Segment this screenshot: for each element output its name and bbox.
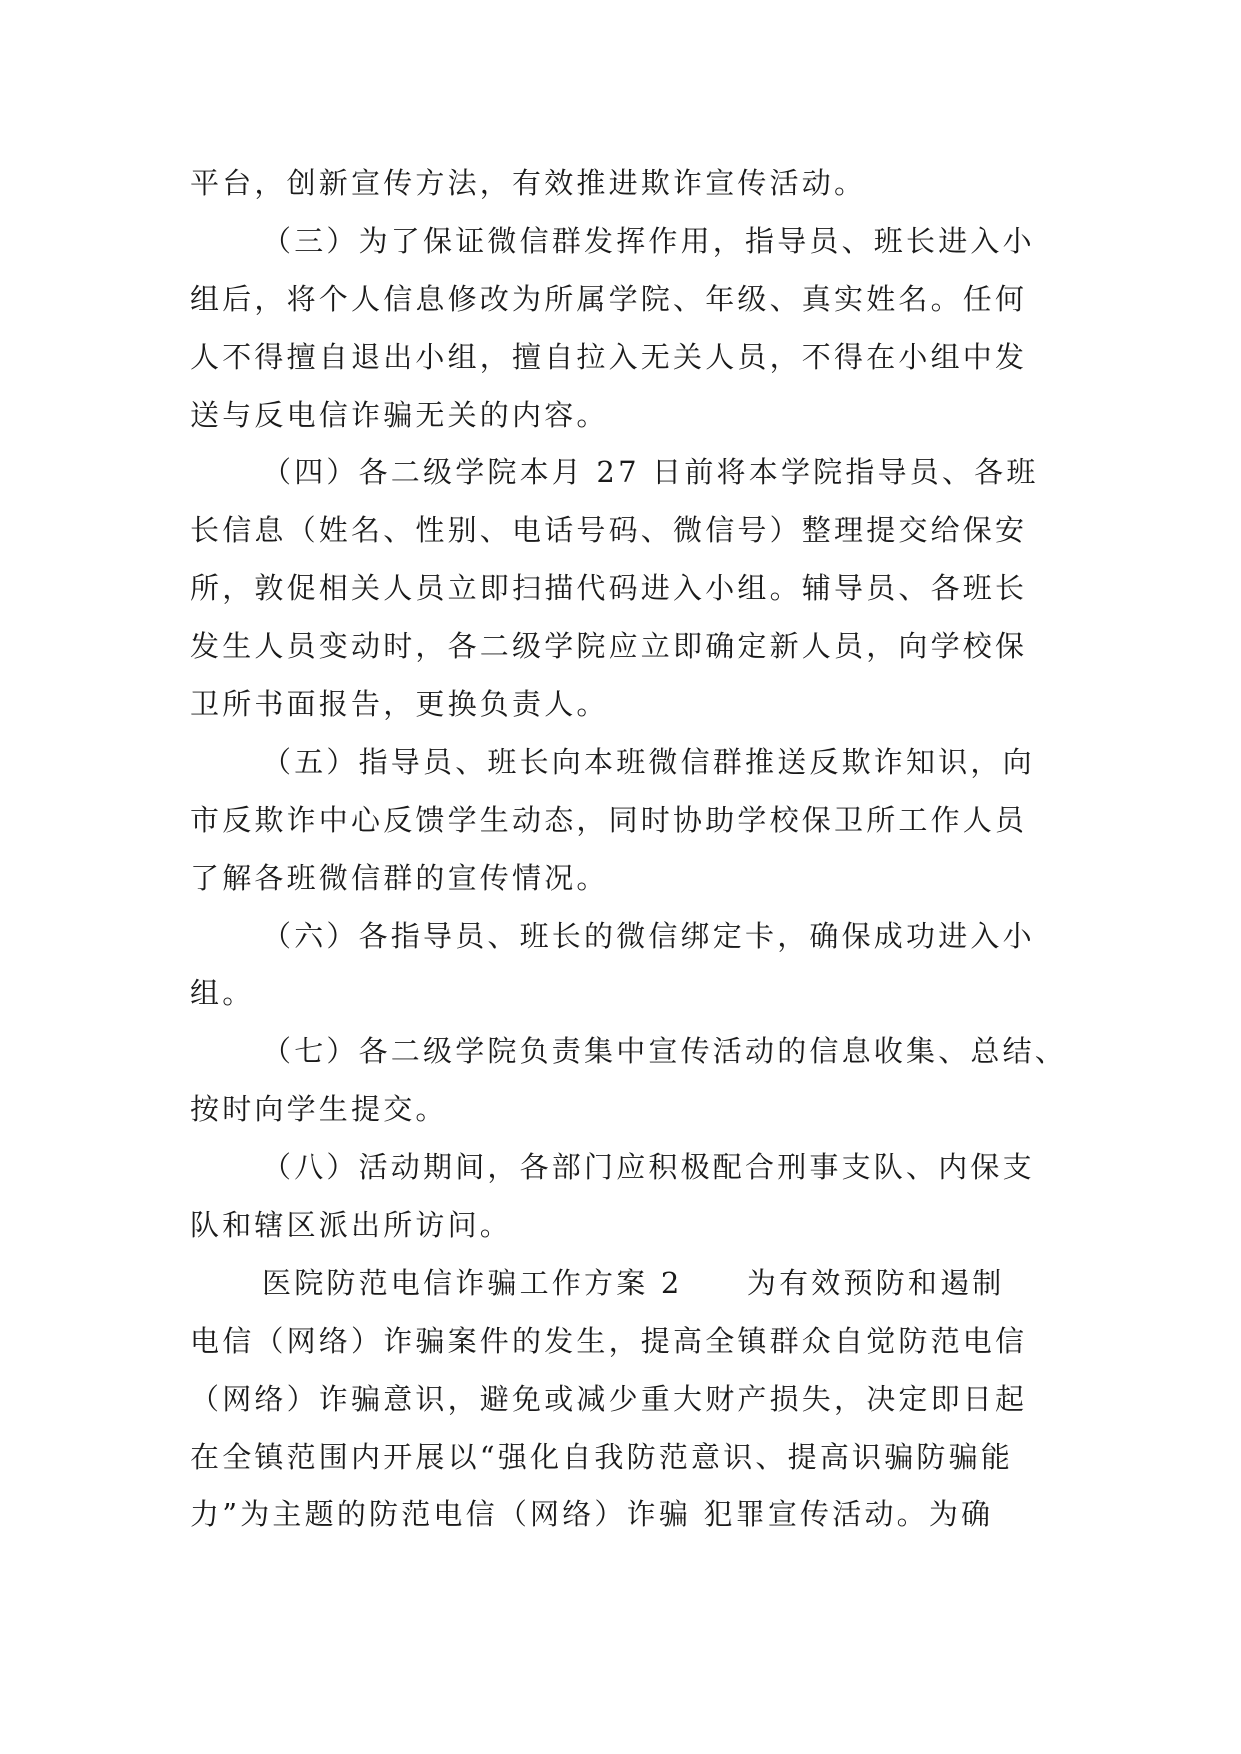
- text-line: 市反欺诈中心反馈学生动态，同时协助学校保卫所工作人员: [190, 802, 1028, 837]
- text-line: 卫所书面报告，更换负责人。: [190, 687, 609, 722]
- text-line: 长信息（姓名、性别、电话号码、微信号）整理提交给保安: [190, 513, 1028, 548]
- text-line: 发生人员变动时，各二级学院应立即确定新人员，向学校保: [190, 629, 1028, 664]
- text-line: 医院防范电信诈骗工作方案 2 为有效预防和遏制: [262, 1265, 1005, 1300]
- text-line: 了解各班微信群的宣传情况。: [190, 860, 609, 895]
- text-line: 在全镇范围内开展以“强化自我防范意识、提高识骗防骗能: [190, 1439, 1014, 1474]
- text-line: 平台，创新宣传方法，有效推进欺诈宣传活动。: [190, 166, 867, 200]
- text-line: 送与反电信诈骗无关的内容。: [190, 397, 609, 432]
- text-line: 组。: [190, 976, 255, 1011]
- text-line: 力”为主题的防范电信（网络）诈骗 犯罪宣传活动。为确: [190, 1497, 994, 1532]
- text-line: （八）活动期间，各部门应积极配合刑事支队、内保支: [262, 1150, 1035, 1185]
- text-line: （六）各指导员、班长的微信绑定卡，确保成功进入小: [262, 918, 1035, 953]
- text-line: 所，敦促相关人员立即扫描代码进入小组。辅导员、各班长: [190, 571, 1028, 606]
- text-line: 人不得擅自退出小组，擅自拉入无关人员，不得在小组中发: [190, 339, 1028, 374]
- text-line: （五）指导员、班长向本班微信群推送反欺诈知识，向: [262, 744, 1035, 779]
- text-line: （七）各二级学院负责集中宣传活动的信息收集、总结、: [262, 1034, 1068, 1069]
- text-line: 队和辖区派出所访问。: [190, 1208, 513, 1243]
- text-line: 电信（网络）诈骗案件的发生，提高全镇群众自觉防范电信: [190, 1323, 1028, 1358]
- text-line: 按时向学生提交。: [190, 1092, 448, 1127]
- text-line: （四）各二级学院本月 27 日前将本学院指导员、各班: [262, 455, 1039, 490]
- document-body: [190, 155, 1068, 1544]
- text-line: 组后，将个人信息修改为所属学院、年级、真实姓名。任何: [190, 281, 1028, 316]
- text-line: （三）为了保证微信群发挥作用，指导员、班长进入小: [262, 223, 1035, 258]
- text-line: （网络）诈骗意识，避免或减少重大财产损失，决定即日起: [190, 1381, 1028, 1416]
